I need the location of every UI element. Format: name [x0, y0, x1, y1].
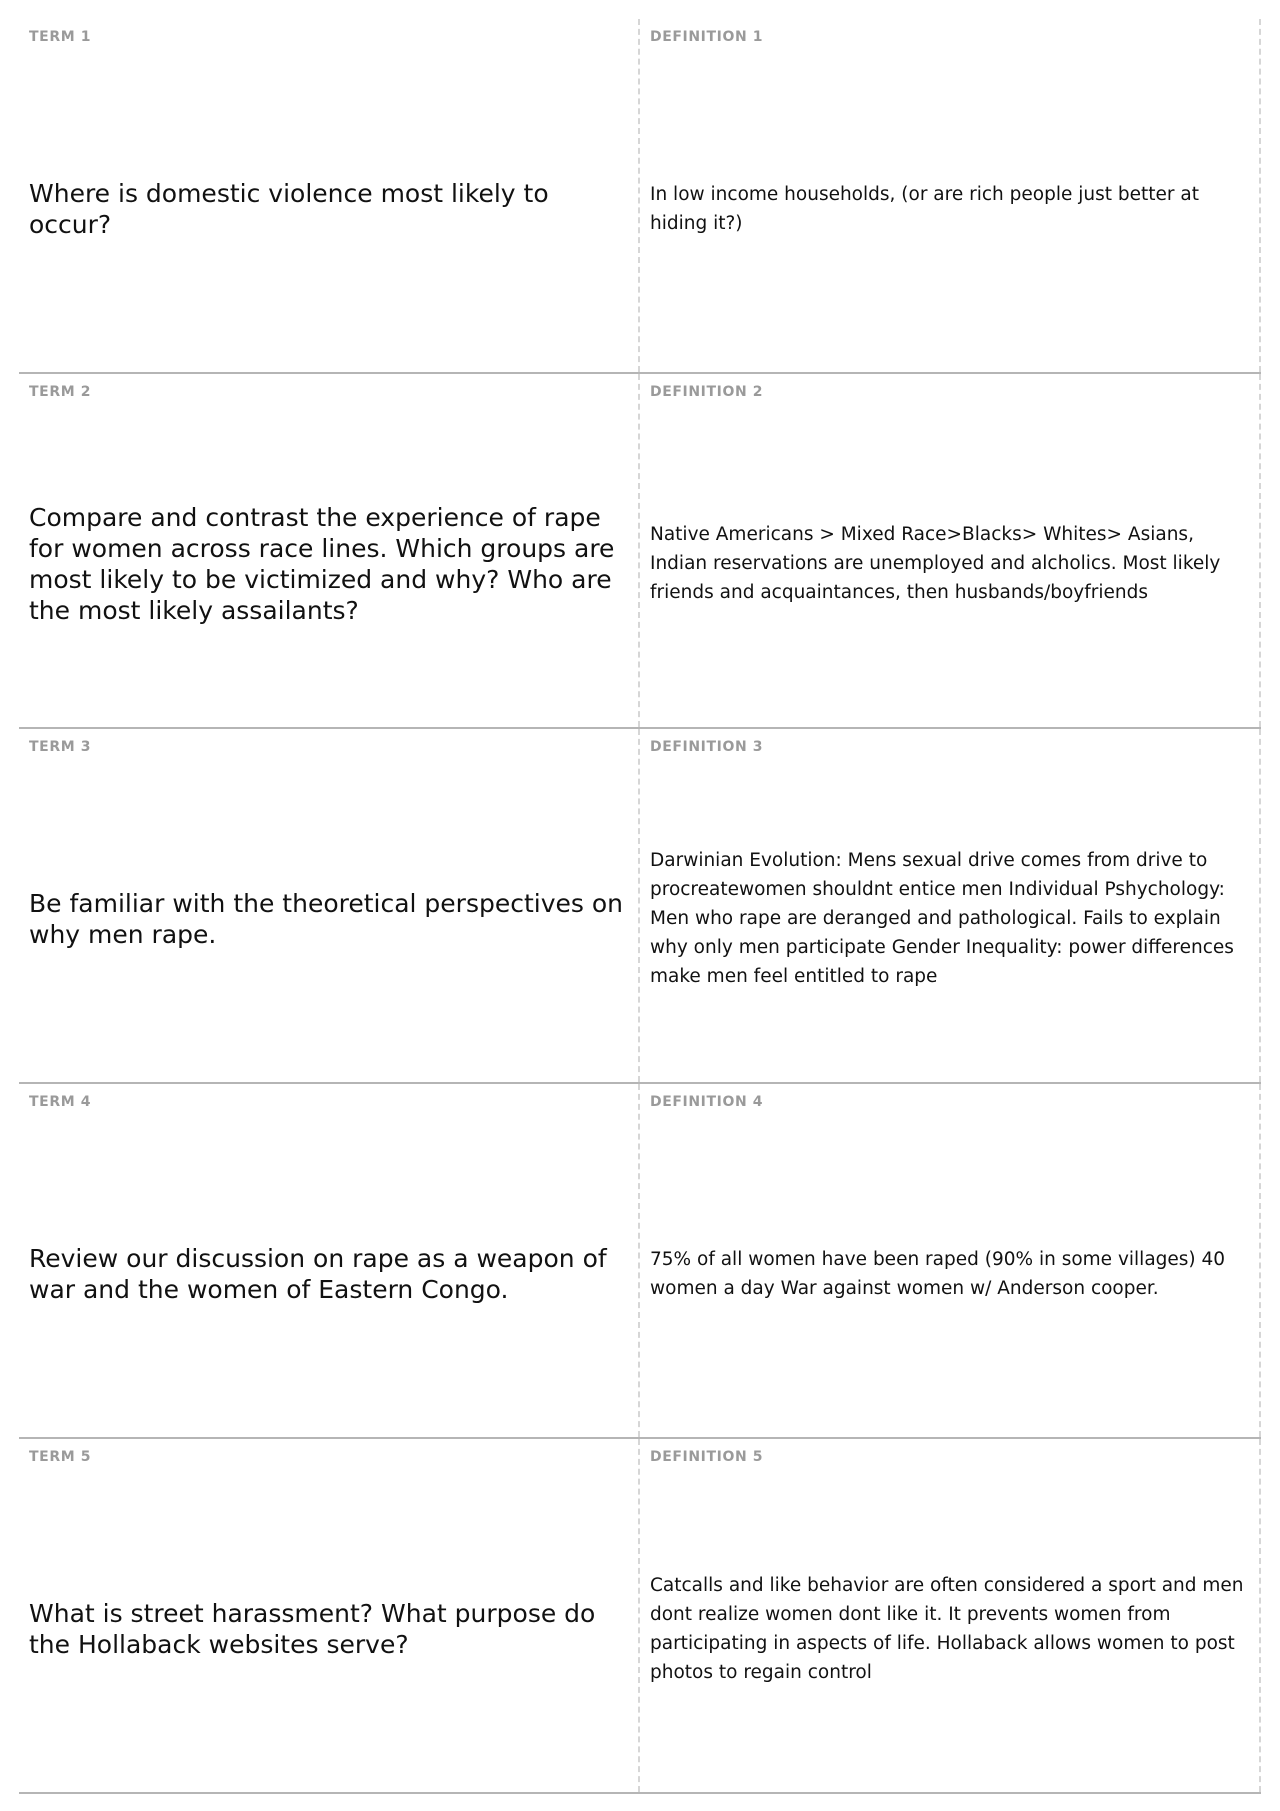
term-text: What is street harassment? What purpose do the Hollaback websites serve? — [29, 1598, 596, 1659]
term-cell — [19, 374, 640, 727]
term-label: TERM 4 — [29, 1094, 92, 1110]
definition-cell — [640, 374, 1261, 727]
definition-text: Native Americans > Mixed Race>Blacks> Whites> Asians, Indian reservations are unemployed and alcholics. Most likely friends and acquaintances, then husbands/boyfriends — [650, 524, 1221, 603]
definition-cell — [640, 19, 1261, 372]
term-cell — [19, 19, 640, 372]
term-label: TERM 1 — [29, 29, 92, 45]
definition-label: DEFINITION 5 — [650, 1449, 764, 1465]
term-text: Compare and contrast the experience of rape for women across race lines. Which groups are most likely to be victimized and why? Who are the most likely assailants? — [29, 502, 615, 625]
term-cell — [19, 1439, 640, 1792]
term-text: Where is domestic violence most likely to occur? — [29, 178, 549, 239]
definition-text: 75% of all women have been raped (90% in some villages) 40 women a day War against women w/ Anderson cooper. — [650, 1248, 1226, 1299]
flashcard-sheet — [19, 19, 1261, 1794]
definition-label: DEFINITION 3 — [650, 739, 764, 755]
definition-text: Catcalls and like behavior are often considered a sport and men dont realize women dont like it. It prevents women from participating in aspects of life. Hollaback allows women to post photos to regain control — [650, 1574, 1244, 1683]
definition-cell — [640, 729, 1261, 1082]
term-cell — [19, 729, 640, 1082]
term-label: TERM 2 — [29, 384, 92, 400]
definition-cell — [640, 1439, 1261, 1792]
term-text: Review our discussion on rape as a weapon of war and the women of Eastern Congo. — [29, 1243, 607, 1304]
card-row-4 — [19, 1084, 1261, 1439]
definition-text: Darwinian Evolution: Mens sexual drive comes from drive to procreatewomen shouldnt entice men Individual Pshychology: Men who rape are deranged and pathological. Fails to explain why only men participate Gender Inequality: power differences make men feel entitled to rape — [650, 850, 1234, 987]
card-row-5 — [19, 1439, 1261, 1794]
term-label: TERM 5 — [29, 1449, 92, 1465]
card-row-3 — [19, 729, 1261, 1084]
card-row-2 — [19, 374, 1261, 729]
term-label: TERM 3 — [29, 739, 92, 755]
term-text: Be familiar with the theoretical perspectives on why men rape. — [29, 888, 624, 949]
definition-label: DEFINITION 4 — [650, 1094, 764, 1110]
card-row-1 — [19, 19, 1261, 374]
term-cell — [19, 1084, 640, 1437]
definition-cell — [640, 1084, 1261, 1437]
definition-label: DEFINITION 1 — [650, 29, 764, 45]
definition-text: In low income households, (or are rich people just better at hiding it?) — [650, 183, 1199, 234]
definition-label: DEFINITION 2 — [650, 384, 764, 400]
